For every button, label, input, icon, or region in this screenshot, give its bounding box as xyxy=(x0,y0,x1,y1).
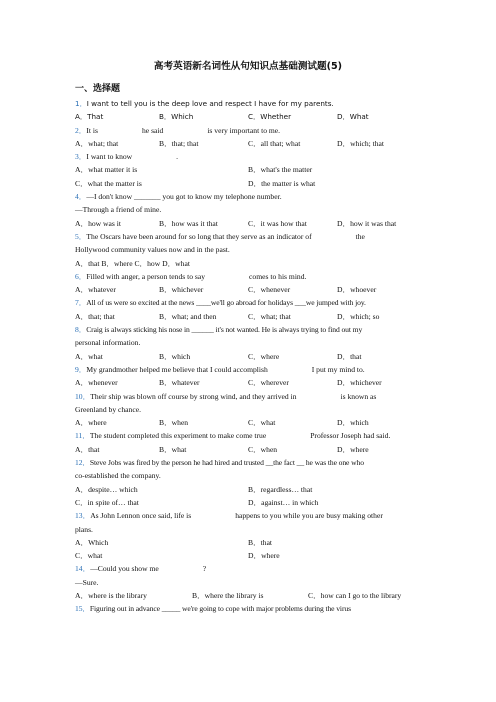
question-text: Figuring out in advance _____ we're going to cope with major problems during the virus xyxy=(89,604,351,614)
option-b[interactable]: B．that xyxy=(248,537,273,547)
question-stem xyxy=(75,230,423,243)
option-row xyxy=(75,177,423,190)
question-text: Their ship was blown off course by strong wind, and they arrived in xyxy=(90,391,297,401)
option-b[interactable]: B．what; and then xyxy=(159,311,217,321)
option-a[interactable]: A．despite… which xyxy=(75,484,138,494)
option-d[interactable]: D．the matter is what xyxy=(248,178,316,188)
option-b[interactable]: B．where the library is xyxy=(192,590,264,600)
option-c[interactable]: C．all that; what xyxy=(248,138,301,148)
question-text: co-established the company. xyxy=(75,471,161,481)
option-d[interactable]: D．which; that xyxy=(337,138,385,148)
question-number: 15． xyxy=(75,604,90,614)
option-d[interactable]: D．which; so xyxy=(337,311,380,321)
question-stem xyxy=(75,270,423,283)
option-c[interactable]: C．when xyxy=(248,444,278,454)
dialog-reply: —Sure. xyxy=(75,577,99,587)
question-text: It is xyxy=(86,125,98,135)
question-stem xyxy=(75,509,423,522)
option-a[interactable]: A．whenever xyxy=(75,378,118,388)
question-stem xyxy=(75,190,423,203)
question-text: Greenland by chance. xyxy=(75,404,141,414)
option-row xyxy=(75,483,423,496)
question-stem xyxy=(75,323,423,336)
option-a[interactable]: A．that xyxy=(75,444,100,454)
question-text: is known as xyxy=(340,391,377,401)
question-text: All of us were so excited at the news ____we'll go abroad for holidays ___we jumped with joy. xyxy=(86,298,366,308)
question-number: 13． xyxy=(75,511,91,521)
question-text: The Oscars have been around for so long that they serve as an indicator of xyxy=(86,231,312,241)
question-text: Craig is always sticking his nose in ______ it's not wanted. He is always trying to find out my xyxy=(86,325,363,335)
option-row xyxy=(75,549,423,562)
option-b[interactable]: B．what's the matter xyxy=(248,165,313,175)
question-text: Filled with anger, a person tends to say xyxy=(86,271,206,281)
option-row xyxy=(75,416,423,429)
question-number: 4． xyxy=(75,192,87,202)
option-d[interactable]: D．whoever xyxy=(337,285,377,295)
section-heading: 一、选择题 xyxy=(75,84,121,94)
option-c[interactable]: C．it was how that xyxy=(248,218,307,228)
option-c[interactable]: C．what the matter is xyxy=(75,178,142,188)
option-d[interactable]: D．how it was that xyxy=(337,218,397,228)
question-number: 6． xyxy=(75,271,87,281)
question-number: 14． xyxy=(75,564,91,574)
question-text: happens to you while you are busy making other xyxy=(235,511,383,521)
option-d[interactable]: D．that xyxy=(337,351,362,361)
question-text: —I don't know _______ you got to know my telephone number. xyxy=(86,192,282,202)
question-text: personal information. xyxy=(75,338,141,348)
option-c[interactable]: C．what xyxy=(248,418,276,428)
option-b[interactable]: B．how was it that xyxy=(159,218,218,228)
option-d[interactable]: D．which xyxy=(337,418,369,428)
question-number: 3． xyxy=(75,152,87,162)
option-row xyxy=(75,137,423,150)
question-text: Steve Jobs was fired by the person he had hired and trusted __the fact __ he was the one who xyxy=(89,458,364,468)
option-c[interactable]: C．Whether xyxy=(248,112,292,122)
option-c[interactable]: C．what xyxy=(75,551,103,561)
option-row xyxy=(75,283,423,296)
question-stem xyxy=(75,124,423,137)
option-row xyxy=(75,496,423,509)
question-stem xyxy=(75,429,423,442)
option-b[interactable]: B．whichever xyxy=(159,285,204,295)
option-a[interactable]: A．where xyxy=(75,418,107,428)
option-b[interactable]: B．which xyxy=(159,351,191,361)
question-number: 2． xyxy=(75,125,87,135)
option-row xyxy=(75,217,423,230)
question-stem xyxy=(75,602,423,615)
question-text: My grandmother helped me believe that I could accomplish xyxy=(86,364,268,374)
option-d[interactable]: D．where xyxy=(248,551,280,561)
option-a[interactable]: A．that; that xyxy=(75,311,115,321)
option-row xyxy=(75,310,423,323)
option-b[interactable]: B．when xyxy=(159,418,189,428)
question-number: 9． xyxy=(75,364,87,374)
question-stem xyxy=(75,562,423,575)
option-d[interactable]: D．where xyxy=(337,444,369,454)
question-stem xyxy=(75,456,423,469)
question-number: 11． xyxy=(75,431,90,441)
question-text: is very important to me. xyxy=(207,125,281,135)
question-text: ? xyxy=(202,564,207,574)
question-text: Professor Joseph had said. xyxy=(310,431,391,441)
option-d[interactable]: D．against… in which xyxy=(248,497,319,507)
option-row xyxy=(75,589,423,602)
option-c[interactable]: C．in spite of… that xyxy=(75,497,139,507)
option-row xyxy=(75,443,423,456)
question-stem xyxy=(75,363,423,376)
question-number: 7． xyxy=(75,298,87,308)
question-text: As John Lennon once said, life is xyxy=(90,511,192,521)
option-row xyxy=(75,536,423,549)
question-stem xyxy=(75,296,423,309)
option-c[interactable]: C．what; that xyxy=(248,311,291,321)
option-b[interactable]: B．whatever xyxy=(159,378,200,388)
option-c[interactable]: C．wherever xyxy=(248,378,289,388)
question-stem xyxy=(75,390,423,403)
option-row xyxy=(75,376,423,389)
dialog-reply: —Through a friend of mine. xyxy=(75,205,162,215)
question-stem xyxy=(75,150,423,163)
question-number: 12． xyxy=(75,458,90,468)
option-c[interactable]: C．whenever xyxy=(248,285,291,295)
question-number: 1． xyxy=(75,99,87,108)
option-row[interactable]: A．that B．where C．how D．what xyxy=(75,258,190,268)
option-b[interactable]: B．regardless… that xyxy=(248,484,313,494)
question-text: —Could you show me xyxy=(90,564,159,574)
option-d[interactable]: D．whichever xyxy=(337,378,382,388)
option-row xyxy=(75,350,423,363)
option-a[interactable]: A．how was it xyxy=(75,218,121,228)
option-a[interactable]: A．That xyxy=(75,112,104,122)
question-list xyxy=(75,97,423,616)
option-a[interactable]: A．what; that xyxy=(75,138,119,148)
question-text: the xyxy=(355,231,365,241)
question-stem xyxy=(75,97,423,110)
option-b[interactable]: B．that; that xyxy=(159,138,199,148)
option-b[interactable]: B．what xyxy=(159,444,187,454)
question-number: 5． xyxy=(75,231,87,241)
option-a[interactable]: A．where is the library xyxy=(75,590,147,600)
option-d[interactable]: D．What xyxy=(337,112,369,122)
option-row xyxy=(75,163,423,176)
question-text: I put my mind to. xyxy=(311,364,365,374)
option-a[interactable]: A．whatever xyxy=(75,285,116,295)
option-b[interactable]: B．Which xyxy=(159,112,194,122)
option-c[interactable]: C．how can I go to the library xyxy=(308,590,402,600)
question-text: . xyxy=(176,152,179,162)
option-c[interactable]: C．where xyxy=(248,351,280,361)
page-title: 高考英语新名词性从句知识点基础测试题(5) xyxy=(153,61,343,72)
option-a[interactable]: A．Which xyxy=(75,537,109,547)
question-text: I want to know xyxy=(86,152,133,162)
option-a[interactable]: A．what matter it is xyxy=(75,165,138,175)
option-row xyxy=(75,110,423,123)
question-number: 8． xyxy=(75,325,87,335)
question-text: comes to his mind. xyxy=(249,271,307,281)
question-text: The student completed this experiment to make come true xyxy=(89,431,267,441)
question-text: I want to tell you is the deep love and respect I have for my parents. xyxy=(86,99,334,108)
question-text: he said xyxy=(142,125,164,135)
question-text: Hollywood community values now and in the past. xyxy=(75,245,230,255)
question-number: 10． xyxy=(75,391,91,401)
question-text: plans. xyxy=(75,524,93,534)
option-a[interactable]: A．what xyxy=(75,351,103,361)
